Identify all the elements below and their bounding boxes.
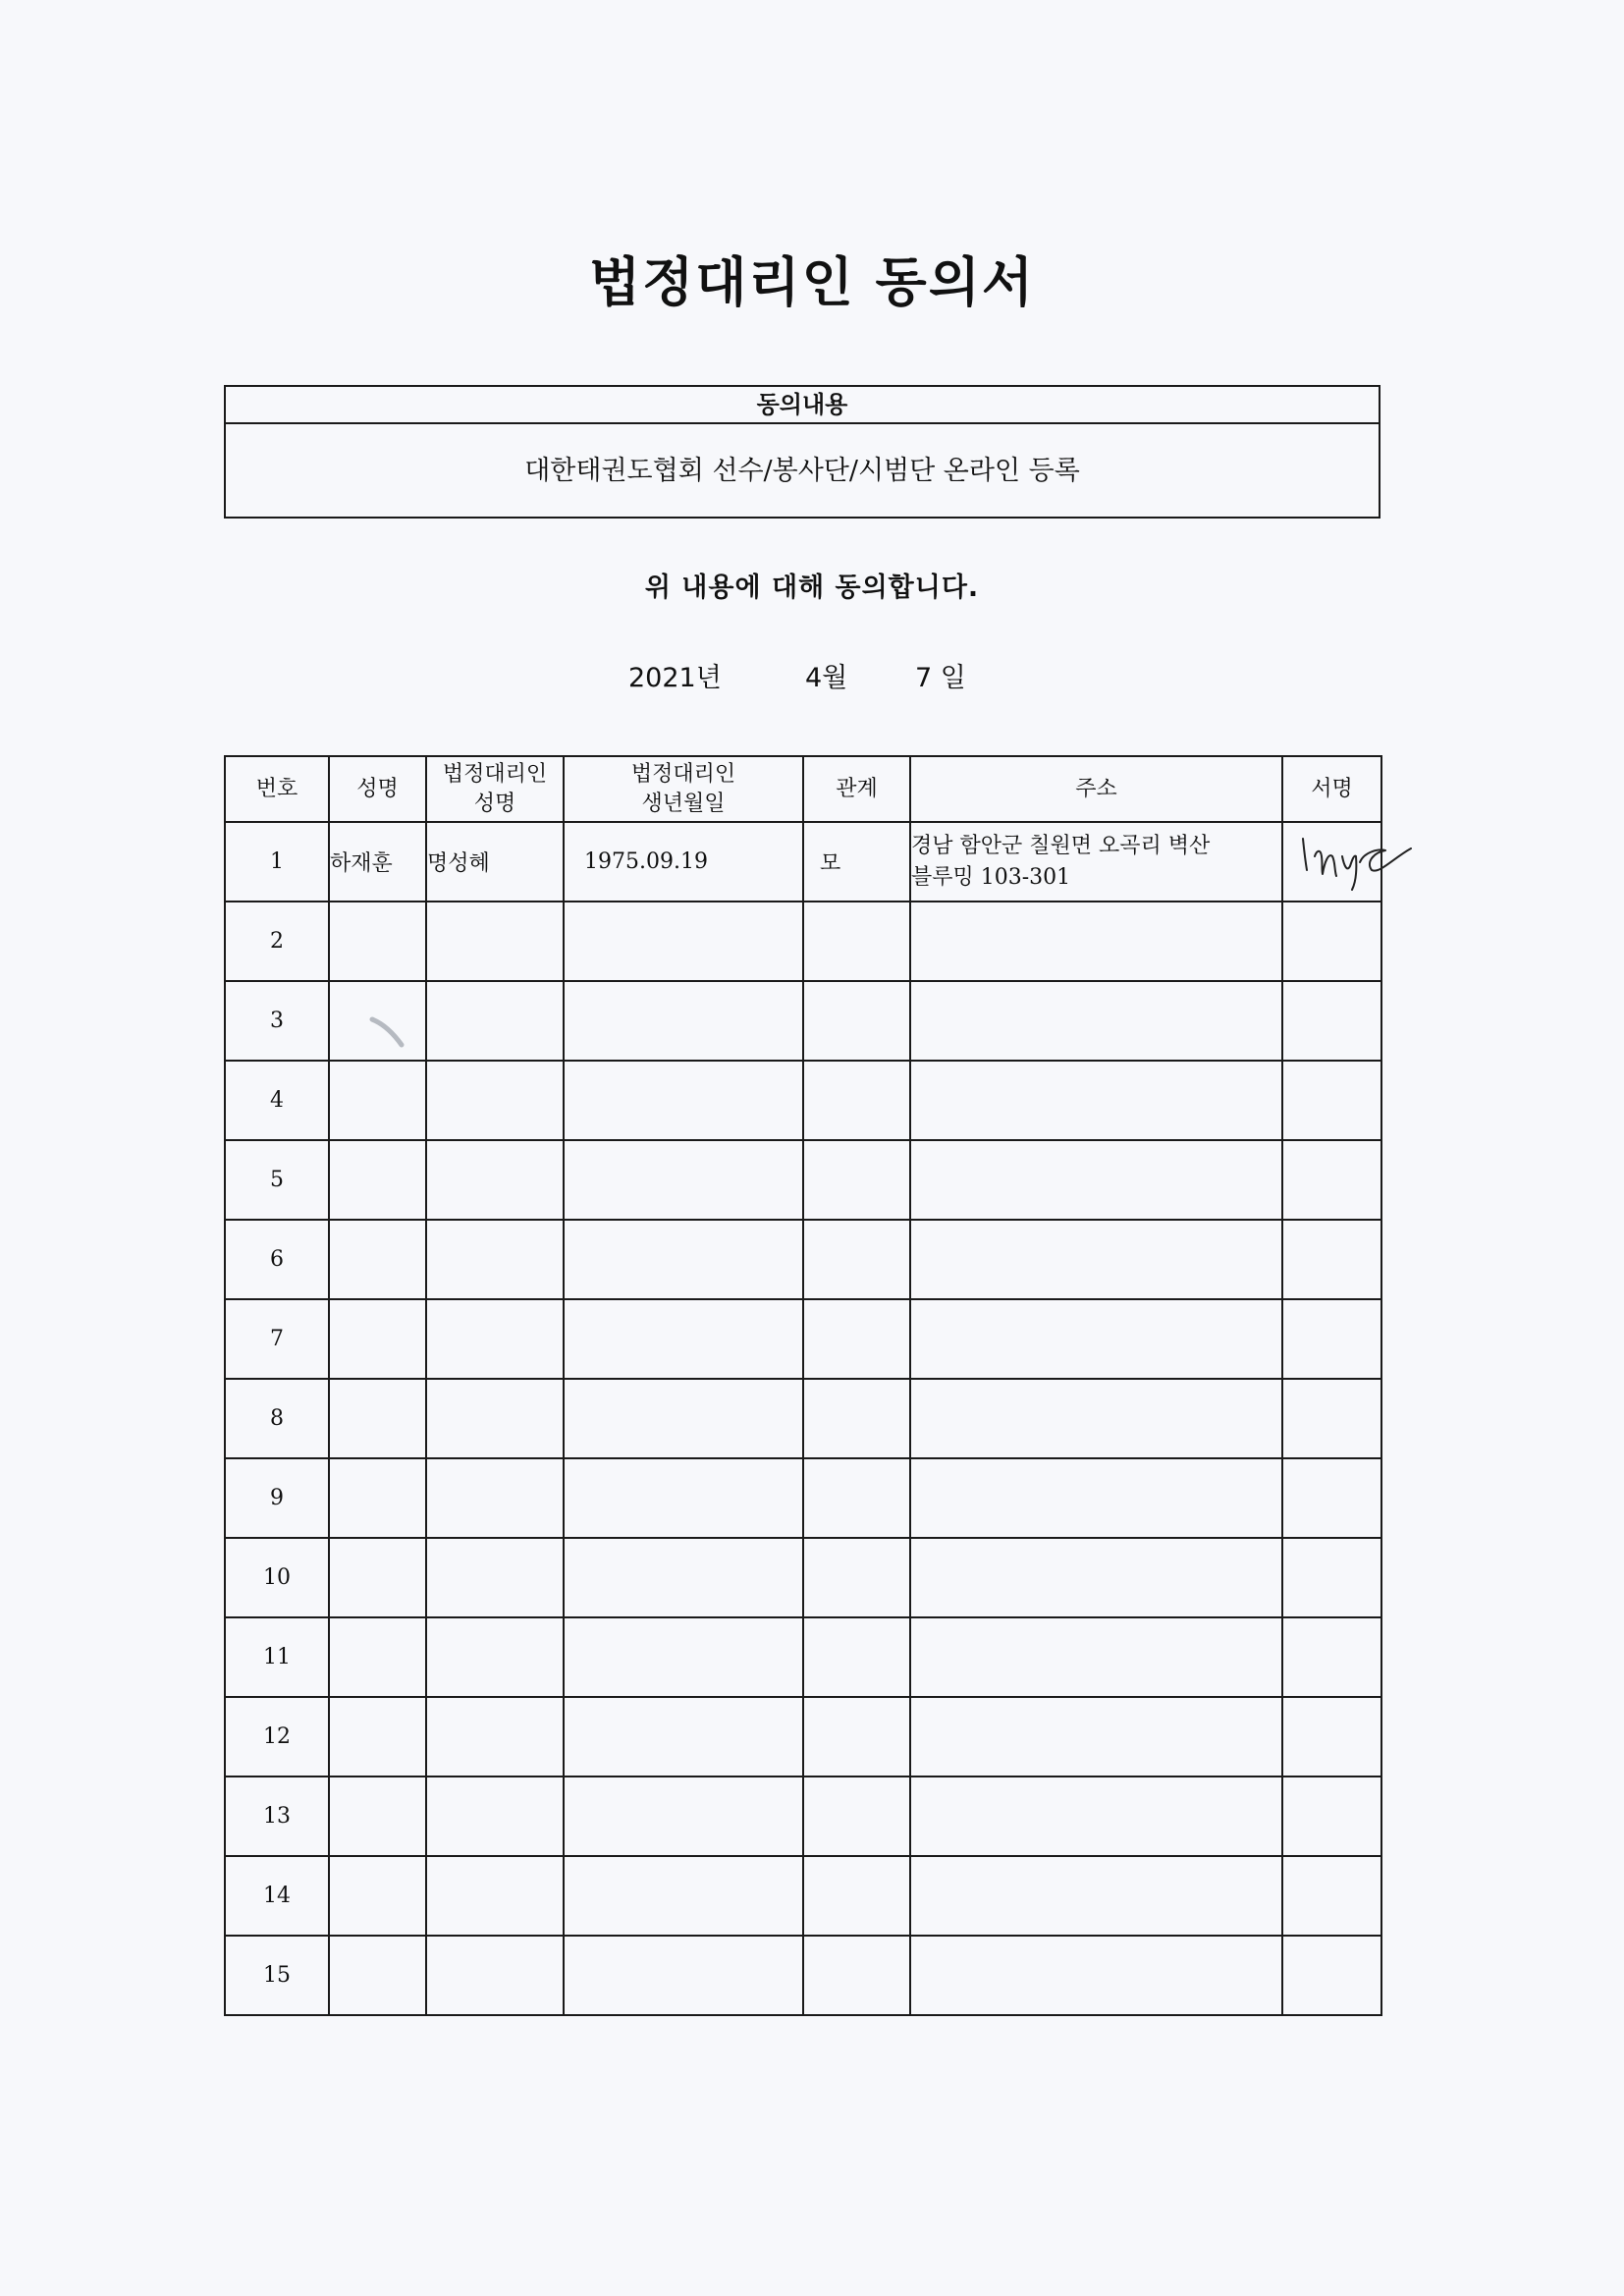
row-guardian-name	[426, 1617, 564, 1697]
row-address	[910, 981, 1282, 1061]
row-relation	[803, 1538, 910, 1617]
table-header-row	[225, 756, 1381, 822]
row-guardian-birth	[564, 1617, 803, 1697]
table-row	[225, 1936, 1381, 2015]
handwritten-signature-icon	[1295, 827, 1433, 896]
guardian-table	[224, 755, 1382, 2016]
consent-text: 대한태권도협회 선수/봉사단/시범단 온라인 등록	[524, 456, 1080, 486]
row-number: 4	[225, 1061, 329, 1140]
table-row	[225, 1220, 1381, 1299]
row-name	[329, 1379, 426, 1458]
row-guardian-name	[426, 981, 564, 1061]
table-row	[225, 1697, 1381, 1777]
row-guardian-birth	[564, 1140, 803, 1220]
table-row	[225, 1061, 1381, 1140]
row-guardian-name	[426, 1061, 564, 1140]
row-relation	[803, 1140, 910, 1220]
header-number: 번호	[225, 756, 329, 822]
header-guardian-name-line2: 성명	[473, 791, 516, 816]
row-name	[329, 1140, 426, 1220]
row-number: 13	[225, 1777, 329, 1856]
row-guardian-name	[426, 1379, 564, 1458]
row-signature	[1282, 1299, 1381, 1379]
header-relation: 관계	[803, 756, 910, 822]
row-guardian-name: 명성혜	[426, 822, 564, 902]
table-row	[225, 1140, 1381, 1220]
row-name	[329, 1697, 426, 1777]
row-number: 15	[225, 1936, 329, 2015]
row-signature	[1282, 1458, 1381, 1538]
row-address	[910, 1538, 1282, 1617]
row-address	[910, 1936, 1282, 2015]
row-name	[329, 1299, 426, 1379]
row-address	[910, 1379, 1282, 1458]
row-guardian-name	[426, 1936, 564, 2015]
date-month: 4월	[805, 663, 848, 693]
row-address	[910, 1777, 1282, 1856]
row-name	[329, 902, 426, 981]
header-address: 주소	[910, 756, 1282, 822]
table-row	[225, 1458, 1381, 1538]
row-address	[910, 1458, 1282, 1538]
row-signature	[1282, 1617, 1381, 1697]
row-guardian-name	[426, 1299, 564, 1379]
table-row	[225, 1379, 1381, 1458]
table-row	[225, 1856, 1381, 1936]
row-number: 12	[225, 1697, 329, 1777]
header-guardian-birth	[564, 756, 803, 822]
row-name	[329, 1777, 426, 1856]
row-address-line1: 경남 함안군 칠원면 오곡리 벽산	[911, 833, 1211, 858]
row-address	[910, 1856, 1282, 1936]
row-guardian-birth	[564, 1697, 803, 1777]
row-number: 9	[225, 1458, 329, 1538]
row-guardian-birth	[564, 1220, 803, 1299]
table-row	[225, 902, 1381, 981]
row-number: 7	[225, 1299, 329, 1379]
row-guardian-birth	[564, 1856, 803, 1936]
row-number: 5	[225, 1140, 329, 1220]
header-guardian-name-line1: 법정대리인	[442, 761, 548, 787]
row-relation	[803, 981, 910, 1061]
row-relation	[803, 1379, 910, 1458]
row-address	[910, 822, 1282, 902]
row-signature	[1282, 1379, 1381, 1458]
row-guardian-birth	[564, 1777, 803, 1856]
row-name	[329, 1458, 426, 1538]
row-guardian-birth: 1975.09.19	[564, 822, 803, 902]
row-guardian-birth	[564, 1061, 803, 1140]
row-relation: 모	[803, 822, 910, 902]
row-relation	[803, 1856, 910, 1936]
header-signature: 서명	[1282, 756, 1381, 822]
table-row	[225, 1538, 1381, 1617]
row-address	[910, 1140, 1282, 1220]
row-guardian-name	[426, 1856, 564, 1936]
row-guardian-birth	[564, 1538, 803, 1617]
row-guardian-name	[426, 1220, 564, 1299]
row-guardian-birth	[564, 981, 803, 1061]
row-address	[910, 1220, 1282, 1299]
row-signature	[1282, 1856, 1381, 1936]
row-signature	[1282, 1140, 1381, 1220]
row-number: 6	[225, 1220, 329, 1299]
row-guardian-birth	[564, 1379, 803, 1458]
row-signature	[1282, 1697, 1381, 1777]
consent-box	[224, 385, 1380, 519]
row-number: 11	[225, 1617, 329, 1697]
row-name	[329, 1856, 426, 1936]
row-name	[329, 1936, 426, 2015]
row-signature	[1282, 1538, 1381, 1617]
row-address	[910, 1299, 1282, 1379]
row-address	[910, 1061, 1282, 1140]
row-guardian-name	[426, 1777, 564, 1856]
table-row	[225, 1777, 1381, 1856]
row-signature	[1282, 1061, 1381, 1140]
row-signature	[1282, 1936, 1381, 2015]
document-title: 법정대리인 동의서	[588, 251, 1036, 313]
row-guardian-birth	[564, 902, 803, 981]
row-address	[910, 902, 1282, 981]
row-number: 14	[225, 1856, 329, 1936]
row-relation	[803, 1061, 910, 1140]
stray-pen-mark	[368, 1013, 407, 1053]
table-row	[225, 822, 1381, 902]
row-relation	[803, 1458, 910, 1538]
row-number: 8	[225, 1379, 329, 1458]
row-guardian-birth	[564, 1458, 803, 1538]
header-guardian-birth-line1: 법정대리인	[630, 761, 736, 787]
row-address-line2: 블루밍 103-301	[911, 864, 1071, 890]
consent-header: 동의내용	[226, 387, 1379, 424]
row-number: 10	[225, 1538, 329, 1617]
row-relation	[803, 1299, 910, 1379]
header-name: 성명	[329, 756, 426, 822]
row-relation	[803, 1220, 910, 1299]
table-row	[225, 1299, 1381, 1379]
row-name	[329, 1220, 426, 1299]
row-signature	[1282, 822, 1381, 902]
agree-statement: 위 내용에 대해 동의합니다.	[644, 573, 980, 603]
header-guardian-name	[426, 756, 564, 822]
row-address	[910, 1617, 1282, 1697]
table-row	[225, 1617, 1381, 1697]
row-guardian-name	[426, 1458, 564, 1538]
row-signature	[1282, 902, 1381, 981]
row-signature	[1282, 1220, 1381, 1299]
row-name	[329, 1617, 426, 1697]
row-name	[329, 1538, 426, 1617]
row-relation	[803, 1936, 910, 2015]
row-guardian-birth	[564, 1936, 803, 2015]
row-guardian-name	[426, 1140, 564, 1220]
row-number: 1	[225, 822, 329, 902]
row-name	[329, 1061, 426, 1140]
row-name: 하재훈	[329, 822, 426, 902]
row-number: 2	[225, 902, 329, 981]
row-relation	[803, 1697, 910, 1777]
row-number: 3	[225, 981, 329, 1061]
row-address	[910, 1697, 1282, 1777]
row-relation	[803, 902, 910, 981]
header-guardian-birth-line2: 생년월일	[641, 791, 726, 816]
row-signature	[1282, 1777, 1381, 1856]
row-relation	[803, 1617, 910, 1697]
row-guardian-name	[426, 1697, 564, 1777]
row-relation	[803, 1777, 910, 1856]
row-guardian-name	[426, 902, 564, 981]
date-year: 2021년	[628, 663, 722, 693]
row-guardian-birth	[564, 1299, 803, 1379]
row-signature	[1282, 981, 1381, 1061]
date-day: 7 일	[915, 663, 966, 693]
row-guardian-name	[426, 1538, 564, 1617]
